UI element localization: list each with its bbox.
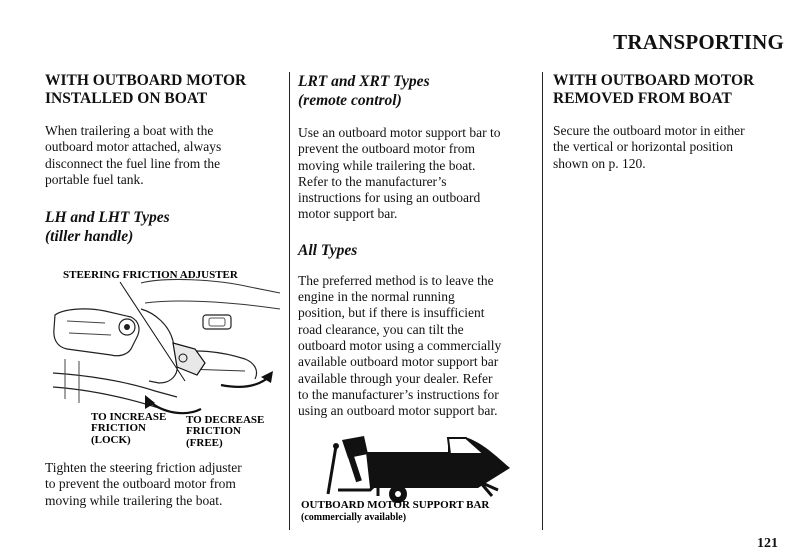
- label-steering-friction-adjuster: STEERING FRICTION ADJUSTER: [63, 269, 238, 281]
- column-remote-control: [298, 72, 532, 419]
- boat-trailer-illustration: [298, 424, 536, 524]
- column-divider: [289, 72, 290, 530]
- column-removed-from-boat: [553, 72, 788, 172]
- column-divider: [542, 72, 543, 530]
- svg-text:(FREE): (FREE): [186, 437, 223, 449]
- section-heading: WITH OUTBOARD MOTOR INSTALLED ON BOAT: [45, 72, 247, 107]
- caption-commercially-available: (commercially available): [301, 512, 407, 523]
- paragraph-tighten: Tighten the steering friction adjuster to prevent the outboard motor from moving while trailering the boat.: [45, 460, 242, 508]
- label-increase-friction: TO INCREASE: [91, 411, 167, 423]
- subheading-tiller: LH and LHT Types (tiller handle): [45, 209, 170, 246]
- page-title: TRANSPORTING: [613, 30, 784, 54]
- paragraph: The preferred method is to leave the engine in the normal running position, but if there is insufficient road clearance, you can tilt the outboard motor using a commercially available outboard motor support bar available through your dealer. Refer to the manufacturer’s instructions for using an outboard motor support bar.: [298, 272, 502, 419]
- steering-friction-figure: [45, 263, 285, 451]
- paragraph: When trailering a boat with the outboard motor attached, always disconnect the fuel line from the portable fuel tank.: [45, 123, 222, 187]
- section-heading: WITH OUTBOARD MOTOR REMOVED FROM BOAT: [553, 72, 755, 107]
- label-decrease-friction: TO DECREASE: [186, 414, 265, 426]
- subheading-remote: LRT and XRT Types (remote control): [298, 73, 430, 109]
- support-bar-figure: [298, 424, 536, 524]
- page-number: 121: [757, 536, 778, 551]
- caption-support-bar: OUTBOARD MOTOR SUPPORT BAR: [301, 499, 490, 511]
- tiller-handle-illustration: [45, 263, 285, 451]
- subheading-all-types: All Types: [298, 241, 358, 259]
- column-installed-on-boat: [45, 72, 285, 246]
- paragraph: Secure the outboard motor in either the vertical or horizontal position shown on p. 120.: [553, 123, 745, 171]
- svg-text:(LOCK): (LOCK): [91, 434, 131, 446]
- paragraph: Use an outboard motor support bar to prevent the outboard motor from moving while trailering the boat. Refer to the manufacturer’s instructions for using an outboard motor support bar.: [298, 125, 501, 222]
- svg-text:FRICTION: FRICTION: [186, 425, 242, 437]
- svg-text:FRICTION: FRICTION: [91, 422, 147, 434]
